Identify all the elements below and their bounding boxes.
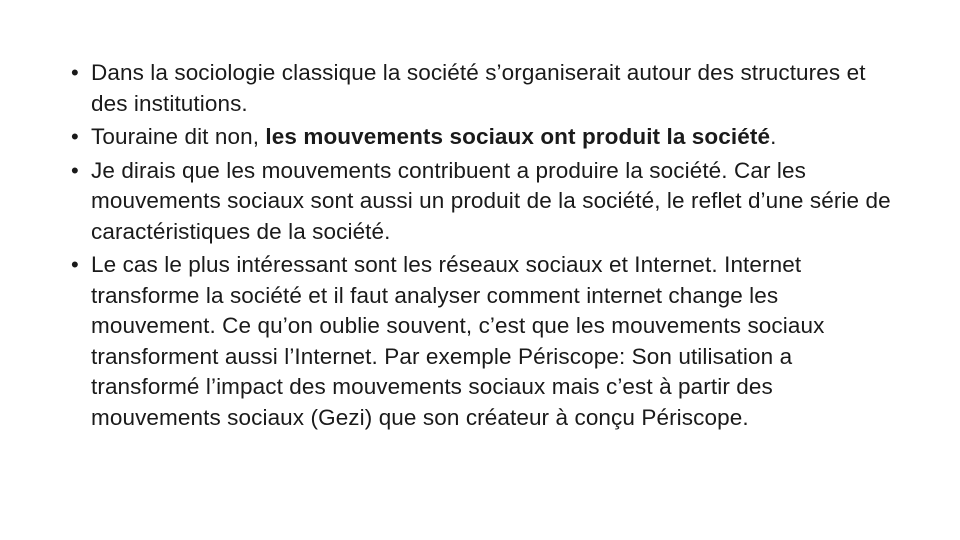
bullet-marker: • — [71, 157, 79, 183]
bullet-marker: • — [71, 124, 79, 149]
bullet-text-prefix: Touraine dit non, — [91, 124, 266, 149]
bullet-text: Dans la sociologie classique la société s’organiserait autour des structures et des institutions. — [91, 60, 866, 116]
bullet-marker: • — [71, 252, 79, 277]
bullet-list — [66, 58, 896, 436]
bullet-text-suffix: . — [770, 124, 777, 149]
bullet-text-bold: les mouvements sociaux ont produit la société — [265, 124, 771, 149]
bullet-text: Je dirais que les mouvements contribuent a produire la société. Car les mouvements sociaux sont aussi un produit de la société, le reflet d’une série de caractéristiques de la société. — [91, 157, 891, 244]
bullet-text: Le cas le plus intéressant sont les réseaux sociaux et Internet. Internet transforme la société et il faut analyser comment internet change les mouvement. Ce qu’on oublie souvent, c’est que les mouvements sociaux transforment aussi l’Internet. Par exemple Périscope: Son utilisation a transformé l’impact des mouvements sociaux mais c’est à partir des mouvements sociaux (Gezi) que son créateur à conçu Périscope. — [91, 252, 825, 430]
bullet-item-3 — [66, 156, 896, 248]
bullet-item-2 — [66, 122, 896, 153]
bullet-marker: • — [71, 60, 79, 85]
bullet-item-4 — [66, 250, 896, 433]
bullet-item-1 — [66, 58, 896, 119]
